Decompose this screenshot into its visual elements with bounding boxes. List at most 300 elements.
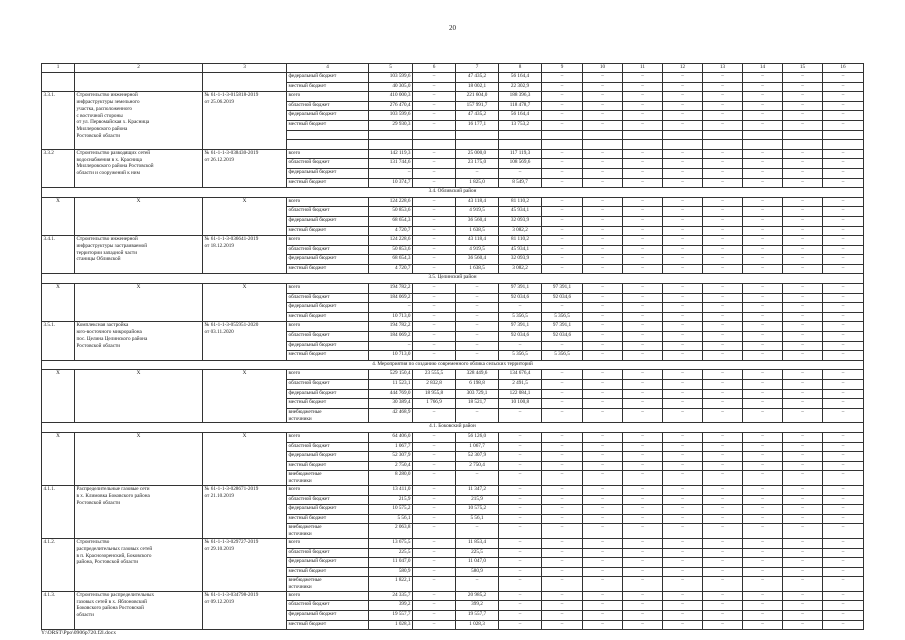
amount-cell: –	[623, 370, 663, 380]
amount-cell: –	[583, 312, 623, 322]
funding-source-cell: всего	[287, 538, 369, 548]
amount-cell: –	[663, 591, 703, 601]
amount-cell: –	[703, 601, 743, 611]
amount-cell: –	[823, 485, 864, 495]
amount-cell: –	[583, 264, 623, 274]
amount-cell: –	[823, 226, 864, 236]
column-number-row	[42, 64, 864, 73]
amount-cell: –	[703, 495, 743, 505]
amount-cell: –	[823, 82, 864, 92]
amount-cell: –	[703, 591, 743, 601]
amount-cell: 97 391,1	[542, 322, 583, 332]
amount-cell: –	[623, 236, 663, 246]
amount-cell: 92 034,6	[542, 293, 583, 303]
amount-cell: –	[703, 577, 743, 592]
amount-cell: –	[663, 168, 703, 178]
item-number-cell: Х	[42, 432, 75, 485]
amount-cell: –	[413, 577, 456, 592]
amount-cell: –	[542, 255, 583, 265]
amount-cell: 11 853,4	[456, 538, 499, 548]
amount-cell	[783, 130, 823, 140]
amount-cell: –	[823, 567, 864, 577]
section-row	[42, 188, 864, 198]
amount-cell: 225,5	[369, 548, 413, 558]
amount-cell: –	[823, 620, 864, 630]
column-number-cell: 3	[203, 64, 287, 73]
amount-cell	[623, 140, 663, 150]
funding-source-cell: местный бюджет	[287, 120, 369, 130]
amount-cell: –	[623, 178, 663, 188]
amount-cell: 1 822,1	[369, 577, 413, 592]
amount-cell: 40 305,0	[369, 82, 413, 92]
amount-cell: –	[743, 558, 783, 568]
amount-cell: –	[623, 284, 663, 294]
amount-cell: –	[823, 432, 864, 442]
amount-cell: –	[583, 255, 623, 265]
amount-cell: –	[542, 149, 583, 159]
table-row	[42, 284, 864, 294]
amount-cell: –	[583, 101, 623, 111]
amount-cell: –	[413, 322, 456, 332]
funding-source-cell: областной бюджет	[287, 101, 369, 111]
amount-cell: 124 228,6	[369, 236, 413, 246]
amount-cell: –	[542, 168, 583, 178]
amount-cell: –	[623, 207, 663, 217]
amount-cell: –	[542, 73, 583, 83]
section-row	[42, 274, 864, 284]
amount-cell: –	[663, 111, 703, 121]
column-number-cell: 1	[42, 64, 75, 73]
amount-cell: –	[499, 471, 542, 486]
amount-cell: –	[583, 461, 623, 471]
amount-cell: –	[743, 255, 783, 265]
amount-cell: –	[583, 452, 623, 462]
amount-cell: 56 164,4	[499, 111, 542, 121]
amount-cell: –	[823, 495, 864, 505]
expertise-cell: Х	[203, 370, 287, 423]
amount-cell: –	[413, 514, 456, 524]
amount-cell: –	[583, 601, 623, 611]
amount-cell: –	[703, 101, 743, 111]
amount-cell: –	[413, 216, 456, 226]
amount-cell: –	[783, 567, 823, 577]
amount-cell: –	[743, 245, 783, 255]
amount-cell: 276 470,4	[369, 101, 413, 111]
amount-cell: –	[663, 442, 703, 452]
amount-cell: –	[583, 245, 623, 255]
amount-cell: –	[743, 591, 783, 601]
amount-cell: –	[823, 216, 864, 226]
amount-cell: –	[663, 73, 703, 83]
amount-cell: –	[583, 408, 623, 423]
amount-cell: –	[623, 471, 663, 486]
amount-cell: –	[743, 226, 783, 236]
amount-cell: –	[703, 432, 743, 442]
amount-cell: –	[583, 303, 623, 313]
amount-cell: –	[499, 408, 542, 423]
funding-source-cell: федеральный бюджет	[287, 303, 369, 313]
amount-cell: 36 560,4	[456, 255, 499, 265]
amount-cell: –	[413, 341, 456, 351]
column-number-cell: 12	[663, 64, 703, 73]
amount-cell: –	[663, 514, 703, 524]
amount-cell: –	[583, 558, 623, 568]
expertise-cell: № 61-1-1-3-055951-2020 от 03.11.2020	[203, 322, 287, 360]
amount-cell: –	[413, 264, 456, 274]
amount-cell: –	[823, 332, 864, 342]
amount-cell: –	[413, 524, 456, 539]
amount-cell: 22 302,9	[499, 82, 542, 92]
amount-cell: –	[413, 591, 456, 601]
amount-cell: 184 069,2	[369, 332, 413, 342]
amount-cell: –	[743, 399, 783, 409]
amount-cell: –	[663, 495, 703, 505]
amount-cell	[743, 130, 783, 140]
section-title: 4.1. Боковский район	[42, 423, 864, 433]
funding-source-cell: федеральный бюджет	[287, 611, 369, 621]
amount-cell: –	[583, 495, 623, 505]
amount-cell: –	[542, 92, 583, 102]
amount-cell: –	[542, 159, 583, 169]
amount-cell: 117 119,3	[499, 149, 542, 159]
amount-cell: 225,5	[456, 548, 499, 558]
amount-cell: –	[663, 178, 703, 188]
column-number-cell: 9	[542, 64, 583, 73]
amount-cell: 25 000,0	[456, 149, 499, 159]
amount-cell: 10 575,2	[456, 505, 499, 515]
amount-cell: –	[823, 461, 864, 471]
amount-cell: –	[703, 255, 743, 265]
amount-cell: –	[703, 159, 743, 169]
amount-cell: –	[823, 341, 864, 351]
amount-cell: –	[783, 92, 823, 102]
amount-cell: –	[743, 611, 783, 621]
amount-cell: –	[703, 73, 743, 83]
section-title: 3.5. Целинский район	[42, 274, 864, 284]
funding-source-cell: внебюджетные источники	[287, 577, 369, 592]
amount-cell: –	[499, 485, 542, 495]
amount-cell: 2 491,5	[499, 380, 542, 390]
item-number-cell: Х	[42, 284, 75, 322]
amount-cell: –	[663, 432, 703, 442]
amount-cell: –	[663, 485, 703, 495]
amount-cell: –	[542, 197, 583, 207]
amount-cell: 29 930,3	[369, 120, 413, 130]
amount-cell: –	[456, 322, 499, 332]
amount-cell: –	[663, 620, 703, 630]
amount-cell: –	[783, 452, 823, 462]
amount-cell: –	[663, 524, 703, 539]
amount-cell: –	[663, 380, 703, 390]
amount-cell: –	[623, 73, 663, 83]
amount-cell	[703, 130, 743, 140]
amount-cell: –	[542, 548, 583, 558]
amount-cell: –	[783, 577, 823, 592]
amount-cell: –	[703, 264, 743, 274]
funding-source-cell	[287, 130, 369, 140]
amount-cell: 8 549,7	[499, 178, 542, 188]
amount-cell: –	[823, 303, 864, 313]
amount-cell: –	[663, 245, 703, 255]
amount-cell: –	[542, 216, 583, 226]
amount-cell	[499, 140, 542, 150]
amount-cell: –	[663, 120, 703, 130]
amount-cell: –	[823, 197, 864, 207]
amount-cell: –	[456, 168, 499, 178]
object-name-cell: Строительство разводящих сетей водоснабжения в х. Красница Миллеровского района Ростовской области и сооружений к ним	[75, 149, 203, 187]
amount-cell: 13 675,5	[369, 538, 413, 548]
amount-cell: 103 599,6	[369, 111, 413, 121]
object-name-cell: Х	[75, 432, 203, 485]
amount-cell: –	[583, 226, 623, 236]
amount-cell: –	[542, 591, 583, 601]
amount-cell: 2 750,4	[369, 461, 413, 471]
amount-cell: –	[499, 514, 542, 524]
amount-cell: –	[456, 471, 499, 486]
amount-cell: –	[413, 159, 456, 169]
amount-cell: –	[783, 611, 823, 621]
amount-cell: –	[499, 548, 542, 558]
amount-cell: –	[456, 577, 499, 592]
amount-cell: –	[663, 601, 703, 611]
amount-cell: 3 082,2	[499, 226, 542, 236]
amount-cell: –	[623, 312, 663, 322]
table-row	[42, 149, 864, 159]
amount-cell: –	[743, 120, 783, 130]
amount-cell: –	[413, 120, 456, 130]
table-row	[42, 538, 864, 548]
amount-cell: –	[623, 538, 663, 548]
amount-cell: –	[583, 207, 623, 217]
amount-cell: –	[823, 370, 864, 380]
object-name-cell: Распределительные газовые сети в х. Климовка Боковского района Ростовской области	[75, 485, 203, 538]
expertise-cell	[203, 73, 287, 92]
amount-cell: –	[623, 322, 663, 332]
amount-cell: –	[783, 370, 823, 380]
amount-cell: –	[823, 73, 864, 83]
amount-cell: –	[663, 341, 703, 351]
amount-cell: –	[583, 471, 623, 486]
amount-cell: –	[663, 92, 703, 102]
amount-cell: –	[703, 567, 743, 577]
amount-cell: –	[542, 226, 583, 236]
amount-cell: –	[623, 197, 663, 207]
amount-cell: –	[743, 567, 783, 577]
amount-cell: –	[663, 461, 703, 471]
amount-cell: –	[663, 389, 703, 399]
amount-cell: –	[583, 567, 623, 577]
amount-cell: –	[583, 178, 623, 188]
amount-cell: –	[456, 408, 499, 423]
amount-cell	[823, 130, 864, 140]
amount-cell: –	[783, 226, 823, 236]
funding-source-cell: внебюджетные источники	[287, 524, 369, 539]
amount-cell: –	[542, 303, 583, 313]
amount-cell: 157 991,7	[456, 101, 499, 111]
amount-cell: –	[663, 548, 703, 558]
object-name-cell: Х	[75, 370, 203, 423]
amount-cell: –	[743, 370, 783, 380]
amount-cell: –	[623, 389, 663, 399]
amount-cell: 108 569,6	[499, 159, 542, 169]
amount-cell: –	[583, 168, 623, 178]
amount-cell: –	[743, 408, 783, 423]
amount-cell: –	[823, 601, 864, 611]
amount-cell: –	[703, 82, 743, 92]
amount-cell: –	[703, 461, 743, 471]
amount-cell: –	[583, 322, 623, 332]
item-number-cell: Х	[42, 370, 75, 423]
amount-cell: –	[823, 505, 864, 515]
section-row	[42, 423, 864, 433]
amount-cell: –	[783, 168, 823, 178]
amount-cell	[583, 130, 623, 140]
amount-cell: 215,9	[456, 495, 499, 505]
amount-cell: –	[783, 293, 823, 303]
amount-cell: –	[623, 611, 663, 621]
amount-cell: –	[703, 514, 743, 524]
amount-cell: –	[743, 620, 783, 630]
amount-cell: –	[663, 82, 703, 92]
amount-cell: 4 919,5	[456, 207, 499, 217]
amount-cell: –	[783, 207, 823, 217]
amount-cell: 45 934,1	[499, 245, 542, 255]
amount-cell: –	[703, 620, 743, 630]
amount-cell	[456, 140, 499, 150]
amount-cell: 10 713,0	[369, 312, 413, 322]
amount-cell: –	[583, 149, 623, 159]
amount-cell: 1 638,5	[456, 264, 499, 274]
amount-cell: –	[583, 293, 623, 303]
amount-cell: –	[456, 341, 499, 351]
amount-cell: –	[823, 255, 864, 265]
amount-cell: –	[663, 312, 703, 322]
funding-source-cell: всего	[287, 370, 369, 380]
amount-cell: –	[663, 197, 703, 207]
table-row	[42, 591, 864, 601]
amount-cell: 194 782,2	[369, 322, 413, 332]
funding-source-cell: всего	[287, 149, 369, 159]
item-number-cell: 3.5.1.	[42, 322, 75, 360]
amount-cell	[623, 130, 663, 140]
amount-cell: 221 604,0	[456, 92, 499, 102]
amount-cell: –	[663, 322, 703, 332]
amount-cell: 4 720,7	[369, 264, 413, 274]
amount-cell: –	[623, 216, 663, 226]
amount-cell: 56 164,4	[499, 73, 542, 83]
amount-cell: –	[499, 442, 542, 452]
amount-cell: –	[703, 168, 743, 178]
amount-cell: –	[783, 82, 823, 92]
amount-cell: –	[783, 471, 823, 486]
amount-cell: –	[823, 92, 864, 102]
amount-cell: –	[743, 548, 783, 558]
column-number-cell: 2	[75, 64, 203, 73]
amount-cell: –	[743, 452, 783, 462]
column-number-cell: 11	[623, 64, 663, 73]
amount-cell: 1 067,7	[456, 442, 499, 452]
amount-cell: 50 853,6	[369, 245, 413, 255]
amount-cell: –	[783, 505, 823, 515]
amount-cell: 13 753,2	[499, 120, 542, 130]
amount-cell: –	[743, 341, 783, 351]
amount-cell: 2 750,4	[456, 461, 499, 471]
funding-source-cell: областной бюджет	[287, 207, 369, 217]
funding-source-cell: федеральный бюджет	[287, 255, 369, 265]
amount-cell: –	[583, 380, 623, 390]
amount-cell: –	[743, 505, 783, 515]
amount-cell: –	[703, 149, 743, 159]
amount-cell: –	[663, 159, 703, 169]
table-row	[42, 432, 864, 442]
amount-cell: –	[783, 389, 823, 399]
amount-cell: –	[499, 461, 542, 471]
amount-cell: –	[703, 322, 743, 332]
amount-cell: –	[663, 255, 703, 265]
amount-cell: –	[413, 471, 456, 486]
amount-cell: –	[783, 485, 823, 495]
amount-cell: –	[703, 341, 743, 351]
funding-source-cell: федеральный бюджет	[287, 505, 369, 515]
amount-cell: –	[743, 293, 783, 303]
column-number-cell: 16	[823, 64, 864, 73]
amount-cell: –	[542, 524, 583, 539]
amount-cell: –	[583, 505, 623, 515]
amount-cell: –	[743, 471, 783, 486]
amount-cell: –	[743, 524, 783, 539]
funding-source-cell: всего	[287, 432, 369, 442]
amount-cell: –	[583, 611, 623, 621]
amount-cell: 18 002,1	[456, 82, 499, 92]
amount-cell: –	[413, 82, 456, 92]
amount-cell: –	[743, 264, 783, 274]
amount-cell: –	[743, 514, 783, 524]
amount-cell: –	[663, 408, 703, 423]
amount-cell: –	[743, 207, 783, 217]
amount-cell: –	[499, 577, 542, 592]
amount-cell	[823, 140, 864, 150]
amount-cell	[663, 130, 703, 140]
amount-cell: –	[583, 399, 623, 409]
amount-cell: –	[743, 178, 783, 188]
funding-source-cell: местный бюджет	[287, 620, 369, 630]
item-number-cell	[42, 73, 75, 92]
amount-cell: –	[703, 111, 743, 121]
amount-cell: –	[499, 538, 542, 548]
amount-cell: –	[499, 432, 542, 442]
amount-cell: 97 391,1	[542, 284, 583, 294]
amount-cell: –	[413, 92, 456, 102]
amount-cell: –	[783, 591, 823, 601]
amount-cell: 10 374,7	[369, 178, 413, 188]
amount-cell: –	[743, 351, 783, 361]
amount-cell: –	[703, 92, 743, 102]
amount-cell: 18 521,7	[456, 399, 499, 409]
amount-cell: –	[623, 399, 663, 409]
amount-cell: –	[623, 591, 663, 601]
amount-cell: –	[413, 485, 456, 495]
funding-source-cell: всего	[287, 322, 369, 332]
amount-cell: –	[499, 303, 542, 313]
amount-cell: –	[542, 389, 583, 399]
amount-cell: –	[743, 216, 783, 226]
amount-cell: 529 150,4	[369, 370, 413, 380]
amount-cell: –	[823, 399, 864, 409]
amount-cell: –	[542, 408, 583, 423]
amount-cell: –	[369, 341, 413, 351]
amount-cell: 19 557,7	[369, 611, 413, 621]
amount-cell: –	[499, 601, 542, 611]
